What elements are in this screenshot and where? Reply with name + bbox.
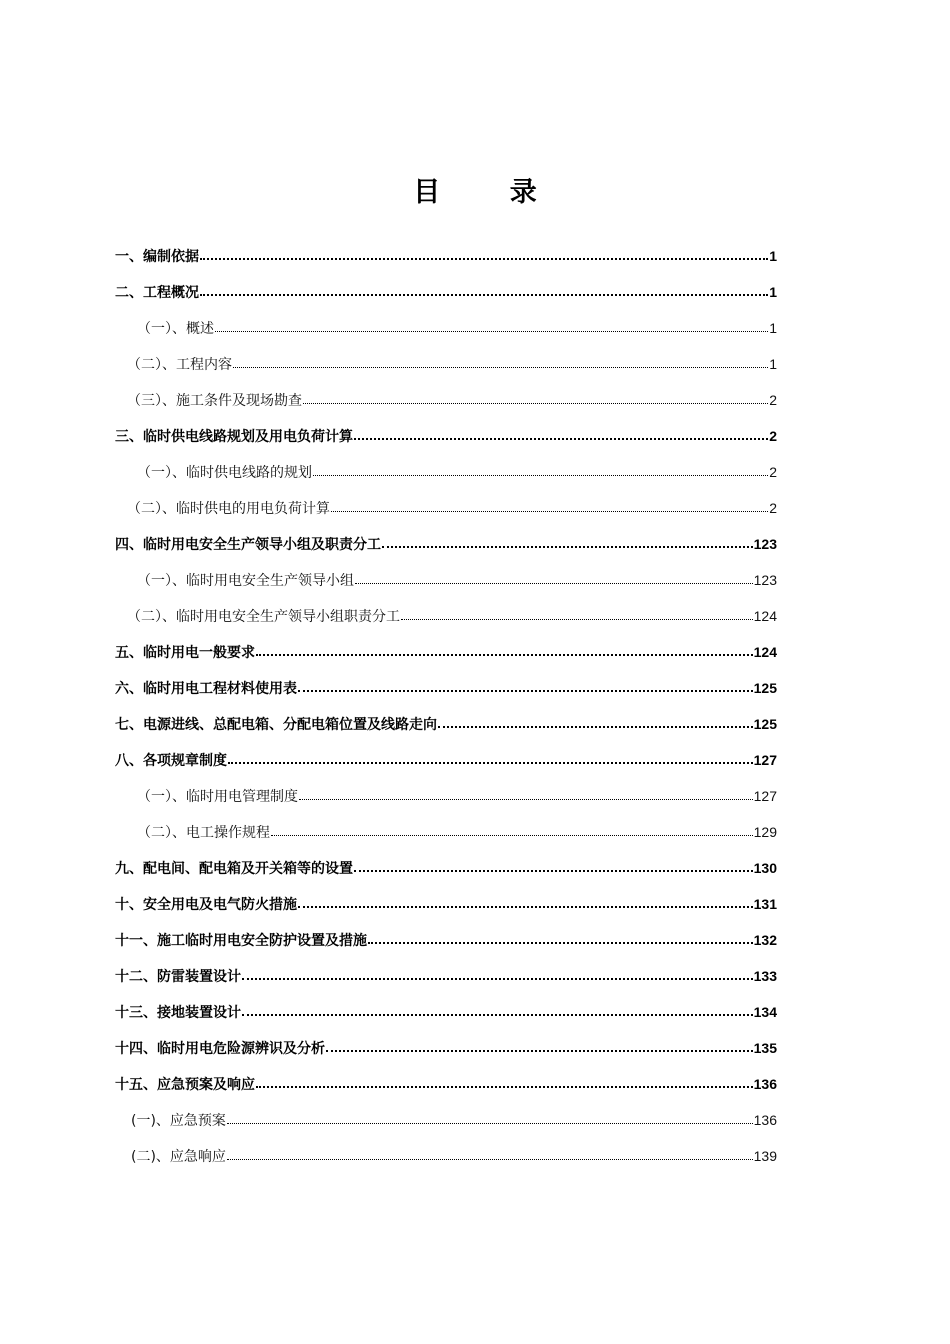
toc-entry-chapter[interactable] — [115, 850, 777, 886]
toc-entry-chapter[interactable] — [115, 742, 777, 778]
toc-page-number: 133 — [753, 968, 777, 984]
toc-entry-title: (一)、应急预案 — [131, 1113, 226, 1129]
toc-entry-title: 六、临时用电工程材料使用表 — [115, 681, 297, 697]
toc-entry-section[interactable] — [115, 490, 777, 526]
toc-entry-title: 十三、接地装置设计 — [115, 1005, 241, 1021]
toc-entry-title: （一）、临时供电线路的规划 — [137, 465, 312, 481]
toc-page-number: 130 — [753, 860, 777, 876]
toc-entry-section[interactable] — [115, 310, 777, 346]
toc-entry-section[interactable] — [115, 1102, 777, 1138]
toc-entry-title: 一、编制依据 — [115, 249, 199, 265]
toc-entry-chapter[interactable] — [115, 418, 777, 454]
toc-dot-leader — [354, 859, 753, 873]
toc-dot-leader — [242, 967, 753, 981]
toc-page-number: 2 — [769, 392, 777, 408]
toc-entry-title: （二）、电工操作规程 — [137, 825, 270, 841]
toc-entry-title: （一）、概述 — [137, 321, 214, 337]
toc-entry-chapter[interactable] — [115, 922, 777, 958]
toc-entry-chapter[interactable] — [115, 994, 777, 1030]
toc-entry-chapter[interactable] — [115, 274, 777, 310]
toc-entry-chapter[interactable] — [115, 238, 777, 274]
toc-entry-title: （一）、临时用电安全生产领导小组 — [137, 573, 354, 589]
toc-page-number: 134 — [753, 1004, 777, 1020]
toc-entry-section[interactable] — [115, 454, 777, 490]
toc-dot-leader — [228, 751, 753, 765]
toc-page-number: 127 — [753, 788, 777, 804]
toc-entry-title: （二）、工程内容 — [127, 357, 232, 373]
toc-dot-leader — [368, 931, 753, 945]
toc-dot-leader — [256, 1075, 753, 1089]
toc-entry-title: 二、工程概况 — [115, 285, 199, 301]
toc-dot-leader — [354, 427, 768, 441]
toc-dot-leader — [271, 823, 753, 837]
toc-dot-leader — [313, 463, 768, 477]
toc-entry-title: （二）、临时用电安全生产领导小组职责分工 — [127, 609, 400, 625]
toc-entry-chapter[interactable] — [115, 1030, 777, 1066]
toc-dot-leader — [438, 715, 753, 729]
toc-entry-section[interactable] — [115, 382, 777, 418]
toc-page-number: 125 — [753, 680, 777, 696]
toc-entry-section[interactable] — [115, 562, 777, 598]
toc-entry-title: 十、安全用电及电气防火措施 — [115, 897, 297, 913]
toc-entry-title: 四、临时用电安全生产领导小组及职责分工 — [115, 537, 381, 553]
toc-dot-leader — [256, 643, 753, 657]
toc-dot-leader — [242, 1003, 753, 1017]
toc-entry-section[interactable] — [115, 778, 777, 814]
toc-page-number: 127 — [753, 752, 777, 768]
toc-dot-leader — [200, 247, 768, 261]
toc-dot-leader — [382, 535, 753, 549]
toc-dot-leader — [227, 1111, 753, 1125]
toc-entry-title: 九、配电间、配电箱及开关箱等的设置 — [115, 861, 353, 877]
toc-entry-section[interactable] — [115, 346, 777, 382]
toc-title: 目 录 — [413, 177, 567, 208]
toc-dot-leader — [215, 319, 768, 333]
toc-entry-chapter[interactable] — [115, 886, 777, 922]
toc-page-number: 1 — [769, 248, 777, 264]
toc-entry-chapter[interactable] — [115, 526, 777, 562]
toc-page-number: 136 — [753, 1076, 777, 1092]
toc-dot-leader — [233, 355, 768, 369]
toc-dot-leader — [200, 283, 768, 297]
toc-page-number: 2 — [769, 500, 777, 516]
toc-entry-title: 五、临时用电一般要求 — [115, 645, 255, 661]
toc-dot-leader — [355, 571, 753, 585]
toc-entry-section[interactable] — [115, 598, 777, 634]
toc-page-number: 139 — [753, 1148, 777, 1164]
toc-entry-title: （二）、临时供电的用电负荷计算 — [127, 501, 330, 517]
toc-page-number: 123 — [753, 536, 777, 552]
toc-dot-leader — [326, 1039, 753, 1053]
toc-entry-title: 三、临时供电线路规划及用电负荷计算 — [115, 429, 353, 445]
toc-page-number: 1 — [769, 320, 777, 336]
toc-page-number: 124 — [753, 608, 777, 624]
toc-dot-leader — [227, 1147, 753, 1161]
toc-entry-title: 十四、临时用电危险源辨识及分析 — [115, 1041, 325, 1057]
toc-entry-title: （三）、施工条件及现场勘查 — [127, 393, 302, 409]
toc-entry-chapter[interactable] — [115, 1066, 777, 1102]
toc-page-number: 132 — [753, 932, 777, 948]
toc-dot-leader — [298, 895, 753, 909]
toc-page-number: 1 — [769, 284, 777, 300]
toc-page-number: 2 — [769, 428, 777, 444]
toc-page-number: 136 — [753, 1112, 777, 1128]
toc-page-number: 1 — [769, 356, 777, 372]
toc-dot-leader — [299, 787, 753, 801]
table-of-contents — [115, 238, 777, 1174]
toc-entry-title: 十五、应急预案及响应 — [115, 1077, 255, 1093]
toc-entry-chapter[interactable] — [115, 706, 777, 742]
toc-dot-leader — [401, 607, 753, 621]
toc-entry-chapter[interactable] — [115, 958, 777, 994]
toc-page-number: 124 — [753, 644, 777, 660]
toc-entry-chapter[interactable] — [115, 634, 777, 670]
toc-entry-title: (二)、应急响应 — [131, 1149, 226, 1165]
toc-entry-title: 七、电源进线、总配电箱、分配电箱位置及线路走向 — [115, 717, 437, 733]
toc-page-number: 2 — [769, 464, 777, 480]
toc-entry-title: 十一、施工临时用电安全防护设置及措施 — [115, 933, 367, 949]
toc-page-number: 125 — [753, 716, 777, 732]
toc-page-number: 129 — [753, 824, 777, 840]
toc-dot-leader — [303, 391, 768, 405]
toc-entry-title: 八、各项规章制度 — [115, 753, 227, 769]
toc-page-number: 135 — [753, 1040, 777, 1056]
toc-entry-section[interactable] — [115, 1138, 777, 1174]
toc-page-number: 123 — [753, 572, 777, 588]
toc-entry-title: 十二、防雷装置设计 — [115, 969, 241, 985]
toc-entry-section[interactable] — [115, 814, 777, 850]
toc-page-number: 131 — [753, 896, 777, 912]
toc-dot-leader — [298, 679, 753, 693]
toc-entry-chapter[interactable] — [115, 670, 777, 706]
toc-dot-leader — [331, 499, 768, 513]
toc-entry-title: （一）、临时用电管理制度 — [137, 789, 298, 805]
